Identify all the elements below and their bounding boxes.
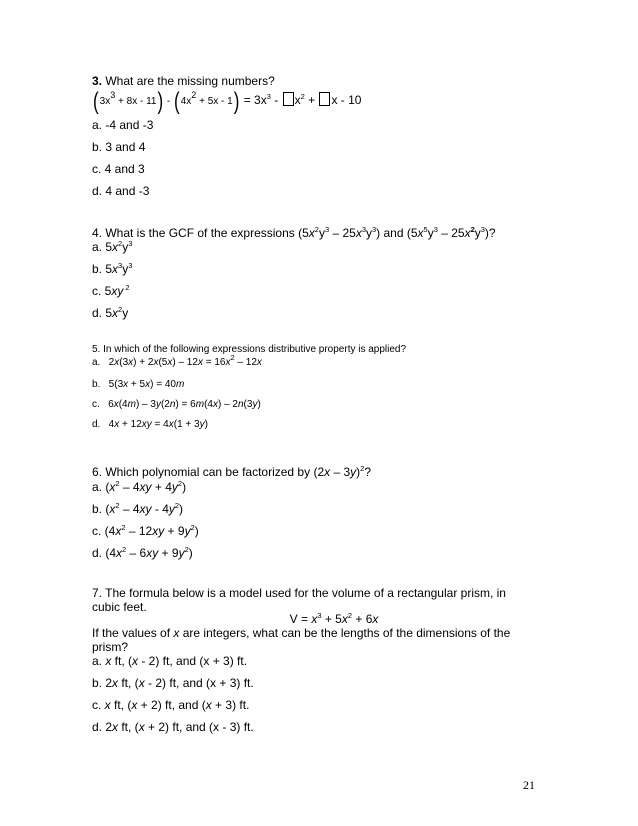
q6-option-d: d. $(4x^2 - 6xy + 9y^2)$ [92,545,193,560]
q7-option-d: d. 2x ft, (x + 2) ft, and (x - 3) ft. [92,720,254,734]
q4-option-a-prefix: a. 5 [92,240,113,254]
q3-option-b: b. 3 and 4 [92,140,146,154]
q7-option-c: c. x ft, (x + 2) ft, and (x + 3) ft. [92,698,250,712]
q7-prompt-line-2: cubic feet. [92,600,147,614]
q6-prompt: 6. Which polynomial can be factorized by (2x – 3y)$^2$? [92,464,371,479]
q7-condition-line-1: If the values of x are integers, what can be the lengths of the dimensions of the [92,626,511,640]
q3-number: 3. [92,74,103,88]
q7-option-a: a. x ft, (x - 2) ft, and (x + 3) ft. [92,654,248,668]
q5-option-b: b. 5(3x + 5x) = 40m [92,379,185,390]
q7-formula: $V = x^3 + 5x^2 + 6x$ [289,611,379,626]
q6-prompt-text: 6. Which polynomial can be factorized by (2 [92,465,325,479]
q3-option-a: a. -4 and -3 [92,118,154,132]
q5-option-c: c. 6x(4m) – 3y(2n) = 6m(4x) – 2n(3y) [92,399,261,410]
q4-option-c: c. 5xy $^2$ [92,283,130,298]
q4-prompt-text: 4. What is the GCF of the expressions (5 [92,226,309,240]
q7-condition-line-2: prism? [92,640,129,654]
q3-option-d: d. 4 and -3 [92,184,150,198]
q4-option-d-prefix: d. 5 [92,306,113,320]
q4-option-b-prefix: b. 5 [92,262,113,276]
q6-option-a: a. $(x^2 - 4xy + 4y^2)$ [92,479,187,494]
q4-option-c-prefix: c. 5 [92,284,112,298]
q4-option-a: a. $5x^2y^3$ [92,239,133,254]
q3-prompt [92,74,275,88]
q7-prompt-line-1: 7. The formula below is a model used for the volume of a rectangular prism, in [92,586,506,600]
q5-option-d: d. 4x + 12xy = 4x(1 + 3y) [92,419,208,430]
missing-number-box-1 [283,92,294,106]
q6-option-b: b. $(x^2 - 4xy - 4y^2)$ [92,501,184,516]
q3-prompt-text: What are the missing numbers? [102,74,275,88]
q4-option-b: b. $5x^3y^3$ [92,261,133,276]
q4-prompt: 4. What is the GCF of the expressions $(5x^2y^3 - 25x^3y^3)$ and $(5x^5y^3 - 25x^2y^3)$? [92,225,496,240]
q5-option-a: a. $2x(3x) + 2x(5x) - 12x = 16x^2 - 12x$ [92,353,262,368]
q3-option-c: c. 4 and 3 [92,162,145,176]
missing-number-box-2 [319,92,330,106]
q4-option-d: d. $5x^2y$ [92,305,129,320]
q7-condition-text: are integers, what can be the lengths of the dimensions of the [179,626,511,640]
page-number: 21 [523,778,535,792]
q5-prompt: 5. In which of the following expressions distributive property is applied? [92,344,407,355]
q3-equation: $(3x^3 + 8x - 11) - (4x^2 + 5x - 1) = 3x^3 - x^2 + x - 10$ [93,88,362,115]
q6-option-c: c. $(4x^2 - 12xy + 9y^2)$ [92,523,199,538]
q7-option-b: b. 2x ft, (x - 2) ft, and (x + 3) ft. [92,676,254,690]
